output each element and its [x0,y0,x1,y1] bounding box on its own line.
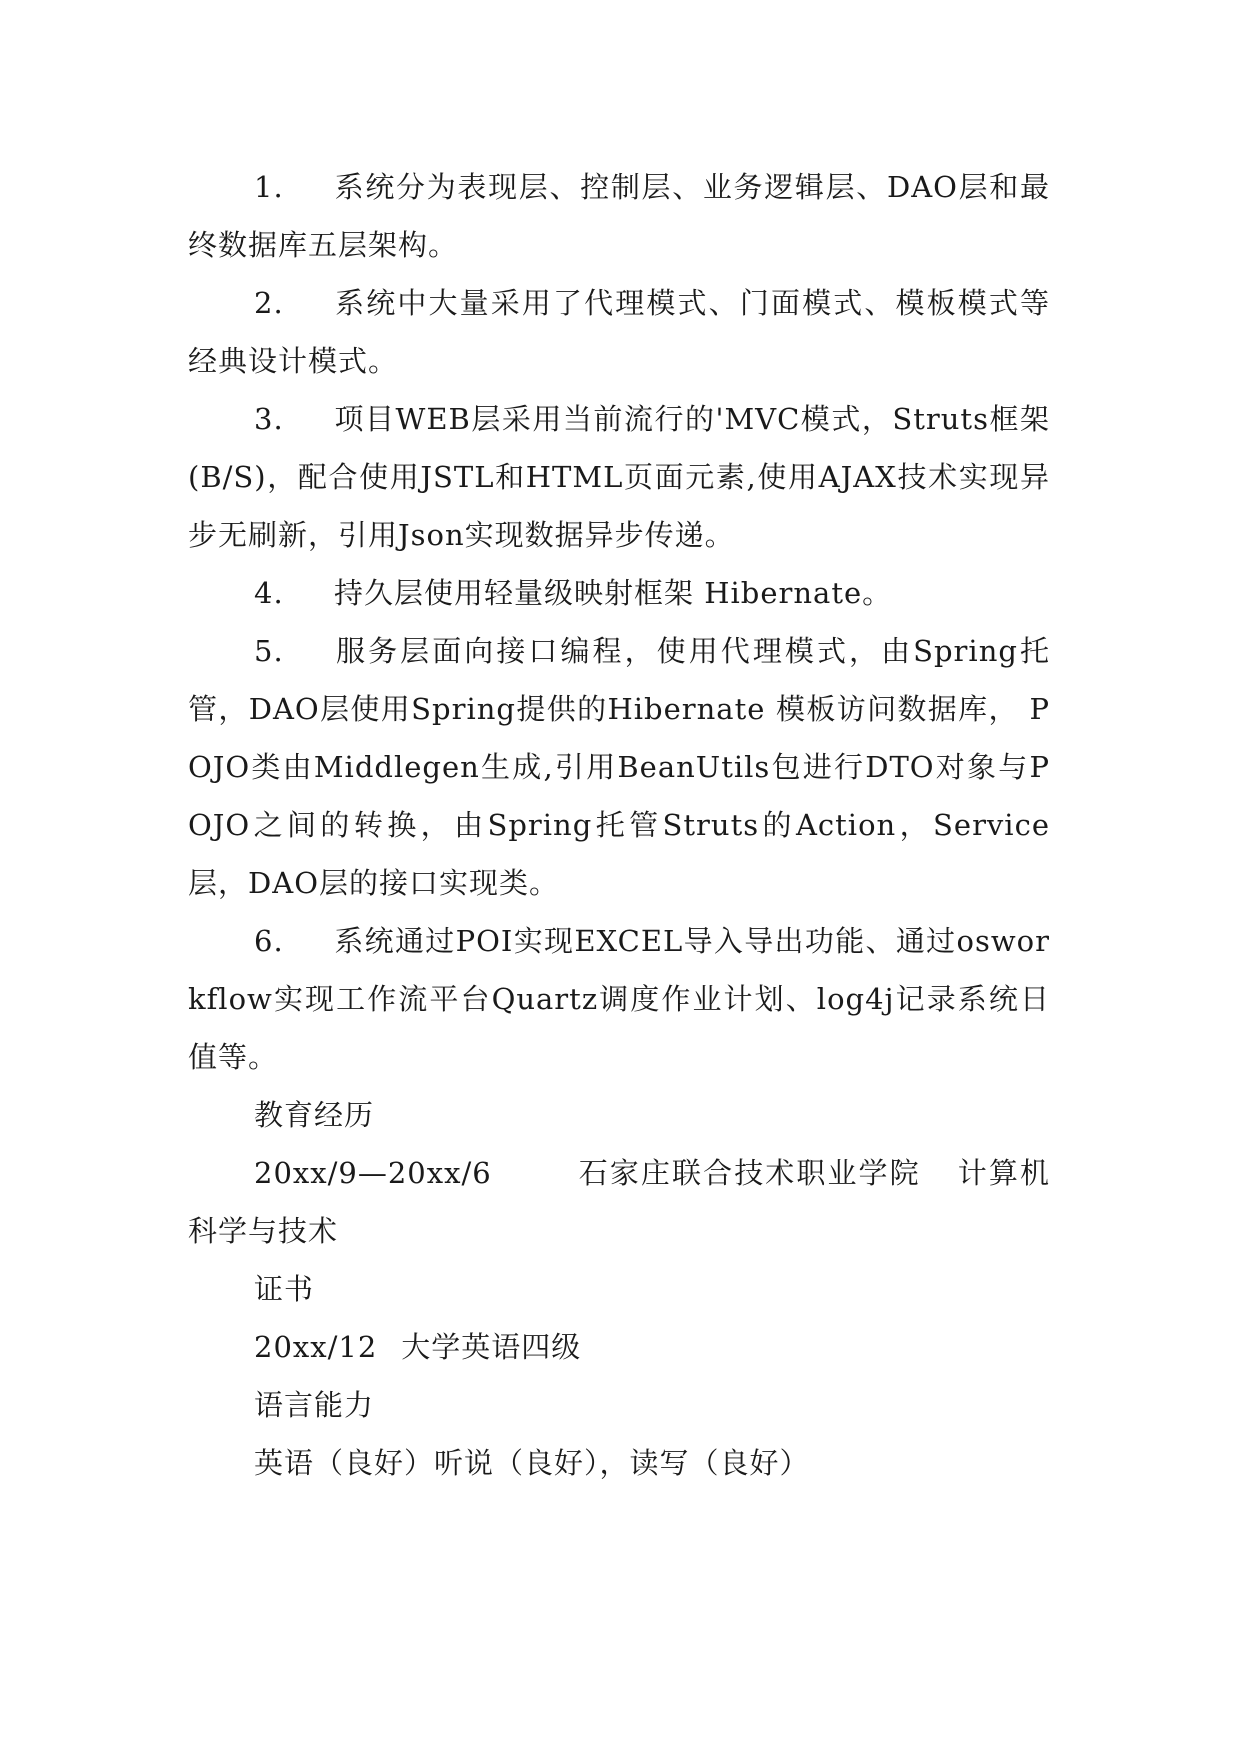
list-item [188,564,1050,622]
item-number: 6. [254,924,284,958]
item-text: 服务层面向接口编程，使用代理模式，由Spring托管，DAO层使用Spring提供的Hibernate 模板访问数据库， POJO类由Middlegen生成,引用BeanUtils包进行DTO对象与POJO之间的转换，由Spring托管Struts的Action，Service层，DAO层的接口实现类。 [188,634,1050,900]
education-school: 石家庄联合技术职业学院 [577,1156,921,1190]
education-major: 计算机科学与技术 [188,1156,1050,1248]
item-text: 项目WEB层采用当前流行的'MVC模式，Struts框架(B/S)，配合使用JSTL和HTML页面元素,使用AJAX技术实现异步无刷新，引用Json实现数据异步传递。 [188,402,1050,552]
list-item [188,390,1050,564]
language-text: 英语（良好）听说（良好），读写（良好） [254,1446,810,1480]
education-heading: 教育经历 [254,1098,375,1132]
certificate-entry [188,1318,1050,1376]
list-item [188,158,1050,274]
list-item [188,274,1050,390]
item-text: 持久层使用轻量级映射框架 Hibernate。 [334,576,893,610]
item-number: 1. [254,170,284,204]
item-number: 4. [254,576,284,610]
list-item [188,622,1050,912]
item-text: 系统中大量采用了代理模式、门面模式、模板模式等经典设计模式。 [188,286,1050,378]
language-heading: 语言能力 [254,1388,375,1422]
item-text: 系统分为表现层、控制层、业务逻辑层、DAO层和最终数据库五层架构。 [188,170,1050,262]
item-text: 系统通过POI实现EXCEL导入导出功能、通过osworkflow实现工作流平台Quartz调度作业计划、log4j记录系统日值等。 [188,924,1050,1074]
item-number: 2. [254,286,284,320]
item-number: 5. [254,634,284,668]
item-number: 3. [254,402,284,436]
certificates-heading: 证书 [254,1272,315,1306]
list-item [188,912,1050,1086]
education-entry [188,1144,1050,1260]
certificate-date: 20xx/12 [254,1330,378,1364]
document-body [188,158,1050,1492]
certificate-name: 大学英语四级 [401,1330,582,1364]
education-period: 20xx/9—20xx/6 [254,1156,492,1190]
